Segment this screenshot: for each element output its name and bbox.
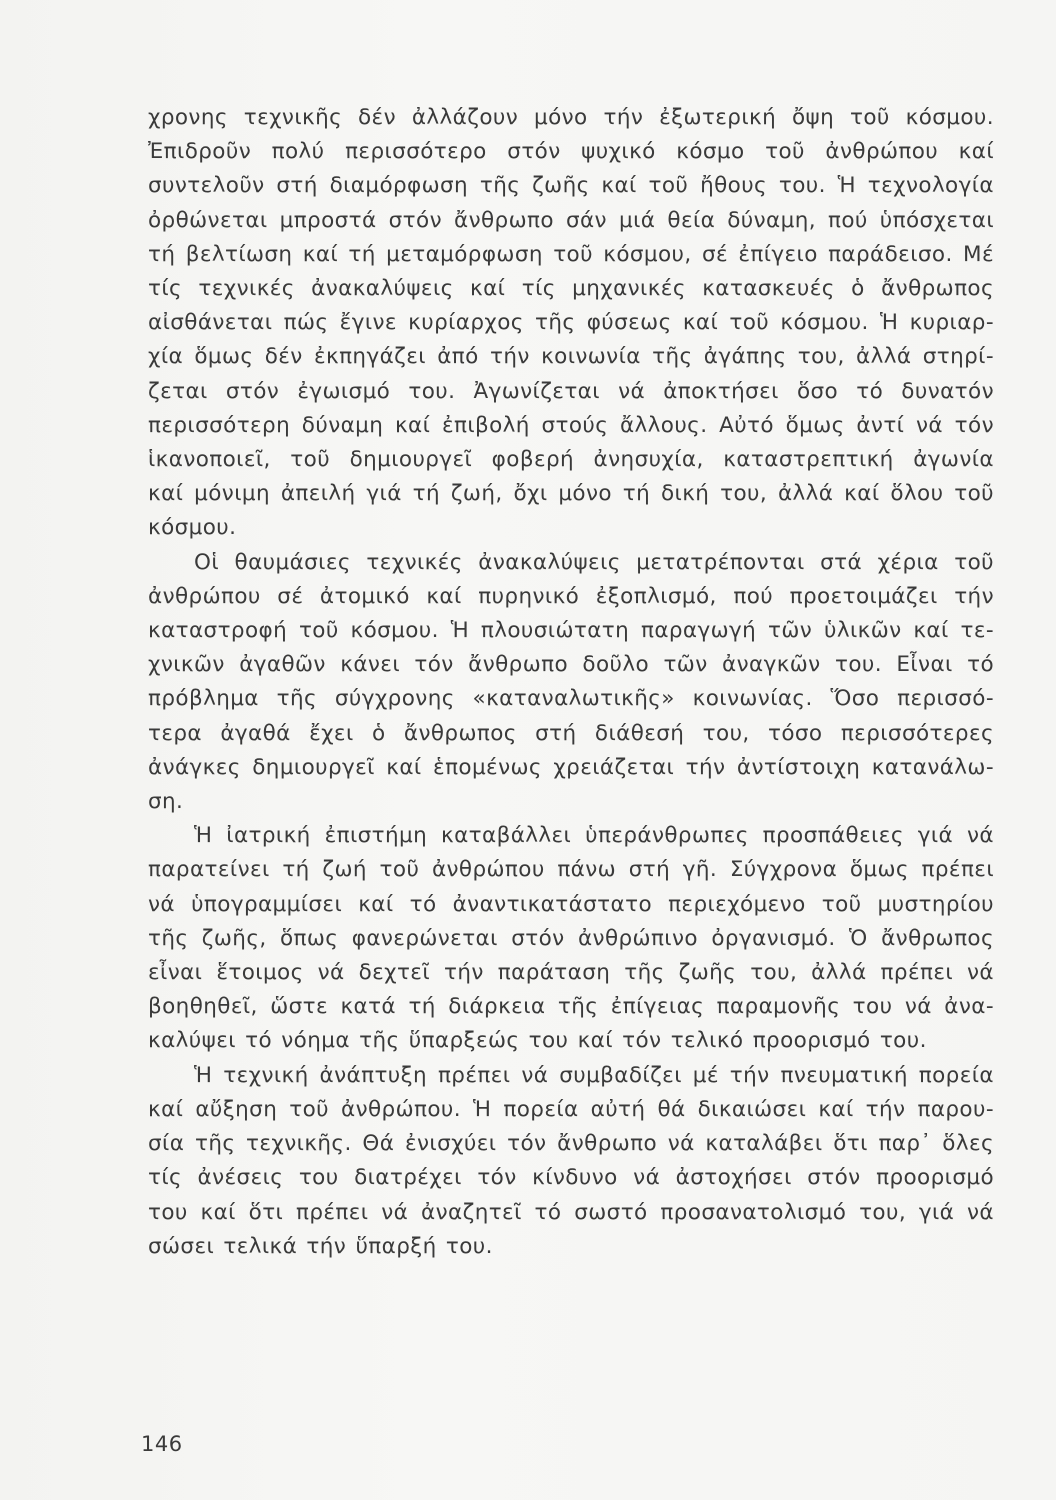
text-line: περισσότερη δύναμη καί ἐπιβολή στούς ἄλλους. Αὐτό ὅμως ἀντί νά τόν — [148, 412, 994, 438]
text-line: νά ὑπογραμμίσει καί τό ἀναντικατάστατο περιεχόμενο τοῦ μυστηρίου — [148, 891, 994, 917]
text-line: ἱκανοποιεῖ, τοῦ δημιουργεῖ φοβερή ἀνησυχία, καταστρεπτική ἀγωνία — [148, 447, 994, 473]
text-line: χία ὅμως δέν ἐκπηγάζει ἀπό τήν κοινωνία τῆς ἀγάπης του, ἀλλά στηρί- — [148, 344, 994, 370]
text-line: Ἡ ἰατρική ἐπιστήμη καταβάλλει ὑπεράνθρωπες προσπάθειες γιά νά — [194, 823, 994, 849]
text-line: καταστροφή τοῦ κόσμου. Ἡ πλουσιώτατη παραγωγή τῶν ὑλικῶν καί τε- — [148, 618, 994, 644]
text-line: χνικῶν ἀγαθῶν κάνει τόν ἄνθρωπο δοῦλο τῶν ἀναγκῶν του. Εἶναι τό — [148, 652, 994, 678]
paragraph-4 — [148, 1059, 994, 1264]
text-line: καί αὔξηση τοῦ ἀνθρώπου. Ἡ πορεία αὐτή θά δικαιώσει καί τήν παρου- — [148, 1096, 994, 1122]
text-line: ἀνάγκες δημιουργεῖ καί ἑπομένως χρειάζεται τήν ἀντίστοιχη κατανάλω- — [148, 754, 994, 780]
paragraph-1 — [148, 101, 994, 546]
page-number: 146 — [141, 1432, 183, 1456]
text-line: ἀνθρώπου σέ ἀτομικό καί πυρηνικό ἐξοπλισμό, πού προετοιμάζει τήν — [148, 583, 994, 609]
text-line: καί μόνιμη ἀπειλή γιά τή ζωή, ὄχι μόνο τή δική του, ἀλλά καί ὅλου τοῦ — [148, 481, 994, 507]
text-line: κόσμου. — [148, 515, 237, 541]
text-line: σία τῆς τεχνικῆς. Θά ἐνισχύει τόν ἄνθρωπο νά καταλάβει ὅτι παρ᾽ ὅλες — [148, 1131, 994, 1157]
text-line: τίς τεχνικές ἀνακαλύψεις καί τίς μηχανικές κατασκευές ὁ ἄνθρωπος — [148, 276, 994, 302]
text-line: ζεται στόν ἐγωισμό του. Ἀγωνίζεται νά ἀποκτήσει ὅσο τό δυνατόν — [148, 378, 994, 404]
text-line: του καί ὅτι πρέπει νά ἀναζητεῖ τό σωστό προσανατολισμό του, γιά νά — [148, 1199, 994, 1225]
text-line: βοηθηθεῖ, ὥστε κατά τή διάρκεια τῆς ἐπίγειας παραμονῆς του νά ἀνα- — [148, 994, 994, 1020]
text-line: παρατείνει τή ζωή τοῦ ἀνθρώπου πάνω στή γῆ. Σύγχρονα ὅμως πρέπει — [148, 857, 994, 883]
text-line: ση. — [148, 789, 184, 815]
text-line: χρονης τεχνικῆς δέν ἀλλάζουν μόνο τήν ἐξωτερική ὄψη τοῦ κόσμου. — [148, 105, 994, 130]
paragraph-2 — [148, 546, 994, 820]
text-line: σώσει τελικά τήν ὕπαρξή του. — [148, 1233, 493, 1259]
text-line: τίς ἀνέσεις του διατρέχει τόν κίνδυνο νά ἀστοχήσει στόν προορισμό — [148, 1165, 994, 1191]
text-line: συντελοῦν στή διαμόρφωση τῆς ζωῆς καί τοῦ ἤθους του. Ἡ τεχνολογία — [148, 173, 994, 199]
text-line: τῆς ζωῆς, ὅπως φανερώνεται στόν ἀνθρώπινο ὀργανισμό. Ὁ ἄνθρωπος — [148, 925, 994, 951]
text-line: τή βελτίωση καί τή μεταμόρφωση τοῦ κόσμου, σέ ἐπίγειο παράδεισο. Μέ — [148, 241, 994, 267]
text-line: καλύψει τό νόημα τῆς ὕπαρξεώς του καί τόν τελικό προορισμό του. — [148, 1028, 927, 1054]
text-line: Ἐπιδροῦν πολύ περισσότερο στόν ψυχικό κόσμο τοῦ ἀνθρώπου καί — [148, 139, 994, 165]
body-text — [148, 101, 994, 1264]
text-line: πρόβλημα τῆς σύγχρονης «καταναλωτικῆς» κοινωνίας. Ὅσο περισσό- — [148, 686, 994, 712]
text-line: ὀρθώνεται μπροστά στόν ἄνθρωπο σάν μιά θεία δύναμη, πού ὑπόσχεται — [148, 207, 994, 233]
text-line: εἶναι ἕτοιμος νά δεχτεῖ τήν παράταση τῆς ζωῆς του, ἀλλά πρέπει νά — [148, 960, 994, 986]
text-line: αἰσθάνεται πώς ἔγινε κυρίαρχος τῆς φύσεως καί τοῦ κόσμου. Ἡ κυριαρ- — [148, 310, 994, 336]
text-line: Ἡ τεχνική ἀνάπτυξη πρέπει νά συμβαδίζει μέ τήν πνευματική πορεία — [194, 1062, 994, 1088]
paragraph-3 — [148, 819, 994, 1058]
text-line: Οἱ θαυμάσιες τεχνικές ἀνακαλύψεις μετατρέπονται στά χέρια τοῦ — [194, 549, 994, 575]
text-line: τερα ἀγαθά ἔχει ὁ ἄνθρωπος στή διάθεσή του, τόσο περισσότερες — [148, 720, 994, 746]
